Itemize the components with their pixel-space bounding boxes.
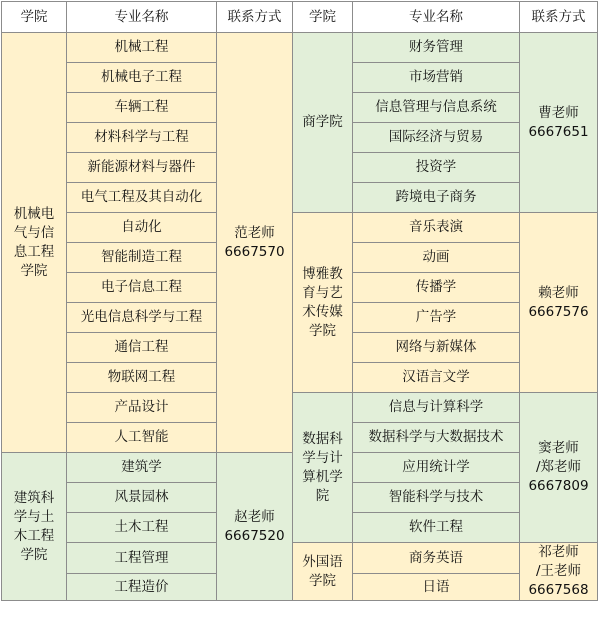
major-name-cell: 通信工程 bbox=[67, 333, 217, 363]
table-row bbox=[2, 543, 598, 574]
major-name-cell: 财务管理 bbox=[353, 33, 520, 63]
table-row bbox=[2, 213, 598, 243]
major-name-cell: 软件工程 bbox=[353, 513, 520, 543]
major-name-cell: 物联网工程 bbox=[67, 363, 217, 393]
major-name-cell: 日语 bbox=[353, 574, 520, 601]
contact-cell-right: 曹老师 6667651 bbox=[520, 33, 598, 213]
major-name-cell: 跨境电子商务 bbox=[353, 183, 520, 213]
header-major-right: 专业名称 bbox=[353, 2, 520, 33]
major-name-cell: 建筑学 bbox=[67, 453, 217, 483]
major-name-cell: 信息管理与信息系统 bbox=[353, 93, 520, 123]
major-name-cell: 信息与计算科学 bbox=[353, 393, 520, 423]
major-name-cell: 电气工程及其自动化 bbox=[67, 183, 217, 213]
major-name-cell: 机械电子工程 bbox=[67, 63, 217, 93]
major-name-cell: 广告学 bbox=[353, 303, 520, 333]
table-row bbox=[2, 393, 598, 423]
major-name-cell: 工程造价 bbox=[67, 574, 217, 601]
major-name-cell: 电子信息工程 bbox=[67, 273, 217, 303]
major-name-cell: 产品设计 bbox=[67, 393, 217, 423]
college-name-cell-right: 博雅教 育与艺 术传媒 学院 bbox=[293, 213, 353, 393]
major-name-cell: 光电信息科学与工程 bbox=[67, 303, 217, 333]
major-name-cell: 国际经济与贸易 bbox=[353, 123, 520, 153]
header-contact-left: 联系方式 bbox=[217, 2, 293, 33]
major-name-cell: 车辆工程 bbox=[67, 93, 217, 123]
header-major-left: 专业名称 bbox=[67, 2, 217, 33]
table-row bbox=[2, 33, 598, 63]
header-row bbox=[2, 2, 598, 33]
major-name-cell: 数据科学与大数据技术 bbox=[353, 423, 520, 453]
major-name-cell: 材料科学与工程 bbox=[67, 123, 217, 153]
header-contact-right: 联系方式 bbox=[520, 2, 598, 33]
college-name-cell-left: 建筑科 学与土 木工程 学院 bbox=[2, 453, 67, 601]
major-name-cell: 音乐表演 bbox=[353, 213, 520, 243]
major-name-cell: 自动化 bbox=[67, 213, 217, 243]
major-name-cell: 汉语言文学 bbox=[353, 363, 520, 393]
major-name-cell: 土木工程 bbox=[67, 513, 217, 543]
major-name-cell: 人工智能 bbox=[67, 423, 217, 453]
college-name-cell-right: 商学院 bbox=[293, 33, 353, 213]
contact-cell-left: 范老师 6667570 bbox=[217, 33, 293, 453]
major-contact-table bbox=[1, 1, 598, 601]
major-name-cell: 工程管理 bbox=[67, 543, 217, 574]
major-name-cell: 风景园林 bbox=[67, 483, 217, 513]
contact-cell-left: 赵老师 6667520 bbox=[217, 453, 293, 601]
contact-cell-right: 赖老师 6667576 bbox=[520, 213, 598, 393]
major-name-cell: 投资学 bbox=[353, 153, 520, 183]
major-name-cell: 商务英语 bbox=[353, 543, 520, 574]
major-name-cell: 传播学 bbox=[353, 273, 520, 303]
major-name-cell: 市场营销 bbox=[353, 63, 520, 93]
header-college-right: 学院 bbox=[293, 2, 353, 33]
major-name-cell: 机械工程 bbox=[67, 33, 217, 63]
college-name-cell-right: 数据科 学与计 算机学 院 bbox=[293, 393, 353, 543]
contact-cell-right: 窦老师 /郑老师 6667809 bbox=[520, 393, 598, 543]
college-name-cell-left: 机械电 气与信 息工程 学院 bbox=[2, 33, 67, 453]
major-name-cell: 新能源材料与器件 bbox=[67, 153, 217, 183]
major-name-cell: 动画 bbox=[353, 243, 520, 273]
major-name-cell: 智能制造工程 bbox=[67, 243, 217, 273]
major-name-cell: 网络与新媒体 bbox=[353, 333, 520, 363]
major-name-cell: 应用统计学 bbox=[353, 453, 520, 483]
header-college-left: 学院 bbox=[2, 2, 67, 33]
college-name-cell-right: 外国语 学院 bbox=[293, 543, 353, 601]
major-name-cell: 智能科学与技术 bbox=[353, 483, 520, 513]
contact-cell-right: 祁老师 /王老师 6667568 bbox=[520, 543, 598, 601]
